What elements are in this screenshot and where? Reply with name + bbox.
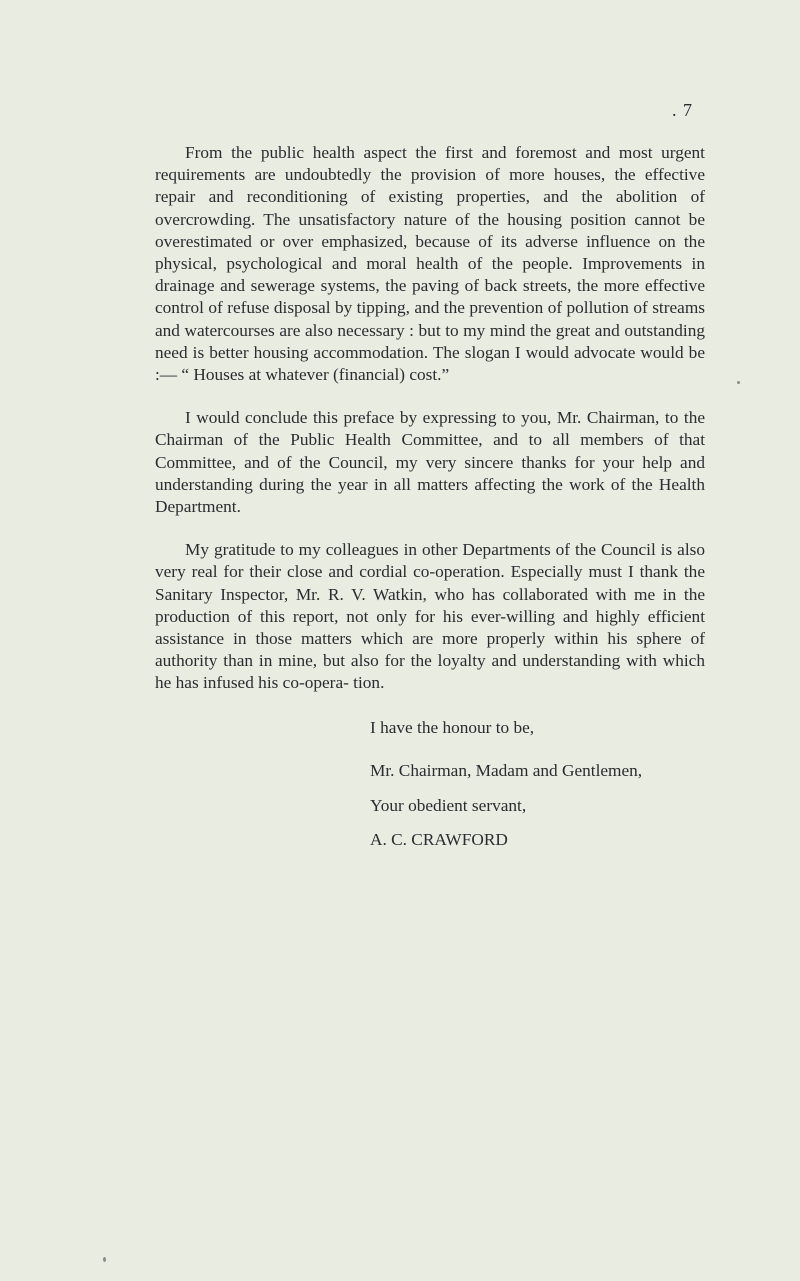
signature-name: A. C. CRAWFORD: [370, 830, 508, 849]
paper-speck: [103, 1257, 106, 1262]
closing-servant: Your obedient servant,: [370, 796, 527, 815]
page-number: . 7: [672, 100, 693, 120]
paragraph-gratitude: My gratitude to my colleagues in other Departments of the Council is also very real for their close and cordial co-operation. Especially must I thank the Sanitary Inspector, Mr. R. V. Watkin, who has collaborated with me in the production of this report, not only for his ever-willing and highly efficient assistance in those matters which are more properly within his sphere of authority than in mine, but also for the loyalty and understanding with which he has infused his co-opera- tion.: [155, 540, 705, 693]
letter-body: [155, 142, 705, 695]
closing-salutation: Mr. Chairman, Madam and Gentlemen,: [370, 761, 643, 780]
paragraph-thanks: I would conclude this preface by expressing to you, Mr. Chairman, to the Chairman of the Public Health Committee, and to all members of that Committee, and of the Council, my very sincere thanks for your help and understanding during the year in all matters affecting the work of the Health Department.: [155, 408, 705, 517]
paragraph-housing: From the public health aspect the first and foremost and most urgent requirements are undoubtedly the provision of more houses, the effective repair and reconditioning of existing properties, and the abolition of overcrowding. The unsatisfactory nature of the housing position cannot be overestimated or over emphasized, because of its adverse influence on the physical, psychological and moral health of the people. Improvements in drainage and sewerage systems, the paving of back streets, the more effective control of refuse disposal by tipping, and the prevention of pollution of streams and watercourses are also necessary : but to my mind the great and outstanding need is better housing accommodation. The slogan I would advocate would be :— “ Houses at whatever (financial) cost.”: [155, 143, 705, 385]
paper-speck: [737, 381, 740, 384]
closing-honour: I have the honour to be,: [370, 718, 535, 737]
